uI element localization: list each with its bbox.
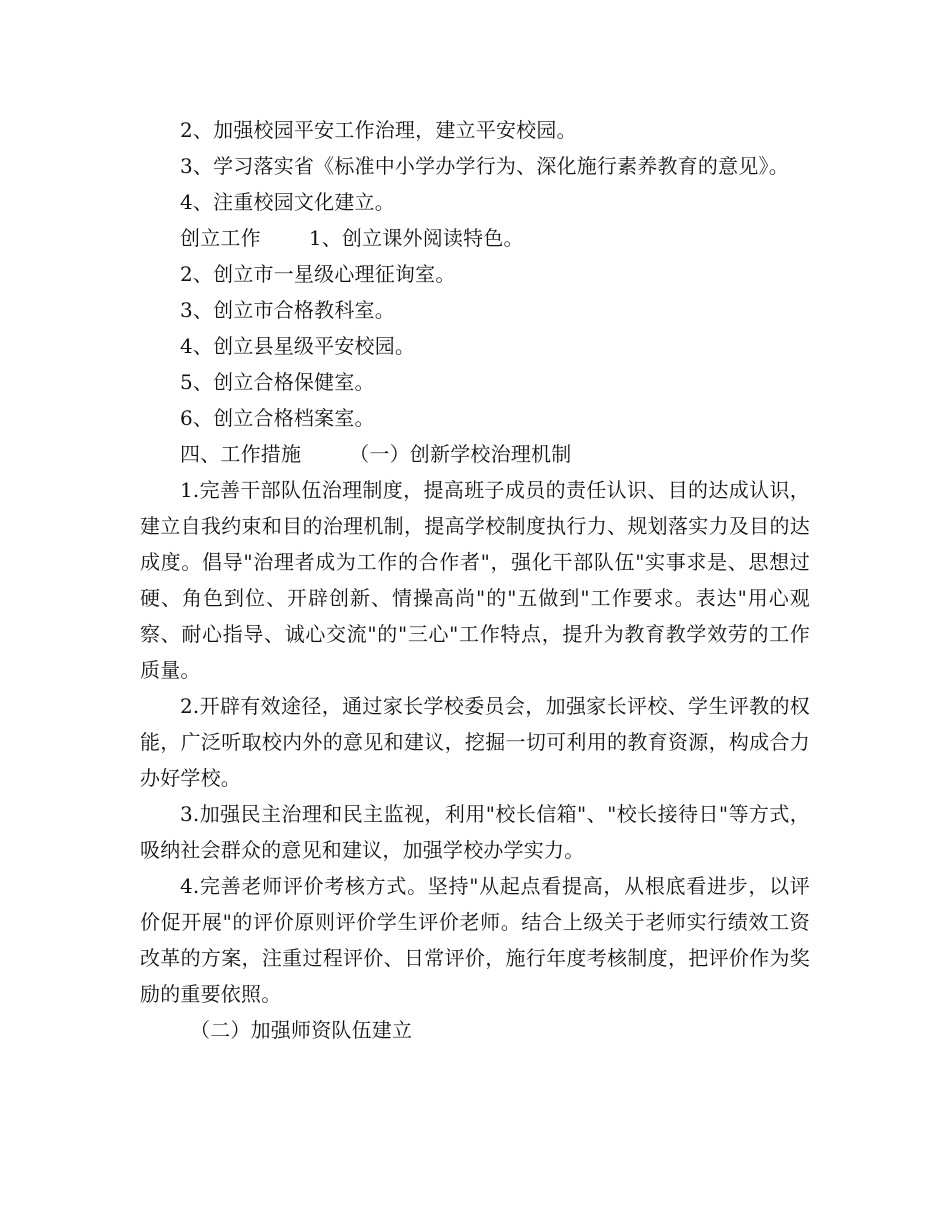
- measures-subtitle: （一）创新学校治理机制: [349, 442, 572, 466]
- measures-label: 四、工作措施: [180, 442, 302, 466]
- item-3: 3、学习落实省《标准中小学办学行为、深化施行素养教育的意见》。: [180, 154, 789, 178]
- create-work-first: 1、创立课外阅读特色。: [308, 226, 524, 250]
- create-work-item: 4、创立县星级平安校园。: [180, 334, 416, 358]
- measures-line: [140, 436, 810, 472]
- document-body: [140, 112, 810, 1048]
- measure-paragraph-4: 4.完善老师评价考核方式。坚持"从起点看提高，从根底看进步，以评价促开展"的评价原则评价学生评价老师。结合上级关于老师实行绩效工资改革的方案，注重过程评价、日常评价，施行年度考核制度，把评价作为奖励的重要依照。: [140, 874, 810, 1006]
- create-work-item: 2、创立市一星级心理征询室。: [180, 262, 456, 286]
- create-work-item: 3、创立市合格教科室。: [180, 298, 395, 322]
- create-work-label: 创立工作: [180, 226, 261, 250]
- measure-paragraph-3: 3.加强民主治理和民主监视，利用"校长信箱"、"校长接待日"等方式，吸纳社会群众的意见和建议，加强学校办学实力。: [140, 802, 810, 862]
- create-work-item: 5、创立合格保健室。: [180, 370, 375, 394]
- create-work-line: [140, 220, 810, 256]
- item-4: 4、注重校园文化建立。: [180, 190, 395, 214]
- item-2: 2、加强校园平安工作治理，建立平安校园。: [180, 118, 577, 142]
- measure-paragraph-2: 2.开辟有效途径，通过家长学校委员会，加强家长评校、学生评教的权能，广泛听取校内外的意见和建议，挖掘一切可利用的教育资源，构成合力办好学校。: [140, 694, 810, 790]
- measure-paragraph-1: 1.完善干部队伍治理制度，提高班子成员的责任认识、目的达成认识，建立自我约束和目的治理机制，提高学校制度执行力、规划落实力及目的达成度。倡导"治理者成为工作的合作者"，强化干部队伍"实事求是、思想过硬、角色到位、开辟创新、情操高尚"的"五做到"工作要求。表达"用心观察、耐心指导、诚心交流"的"三心"工作特点，提升为教育教学效劳的工作质量。: [140, 478, 810, 682]
- create-work-item: 6、创立合格档案室。: [180, 406, 375, 430]
- section-2-title: （二）加强师资队伍建立: [190, 1018, 413, 1042]
